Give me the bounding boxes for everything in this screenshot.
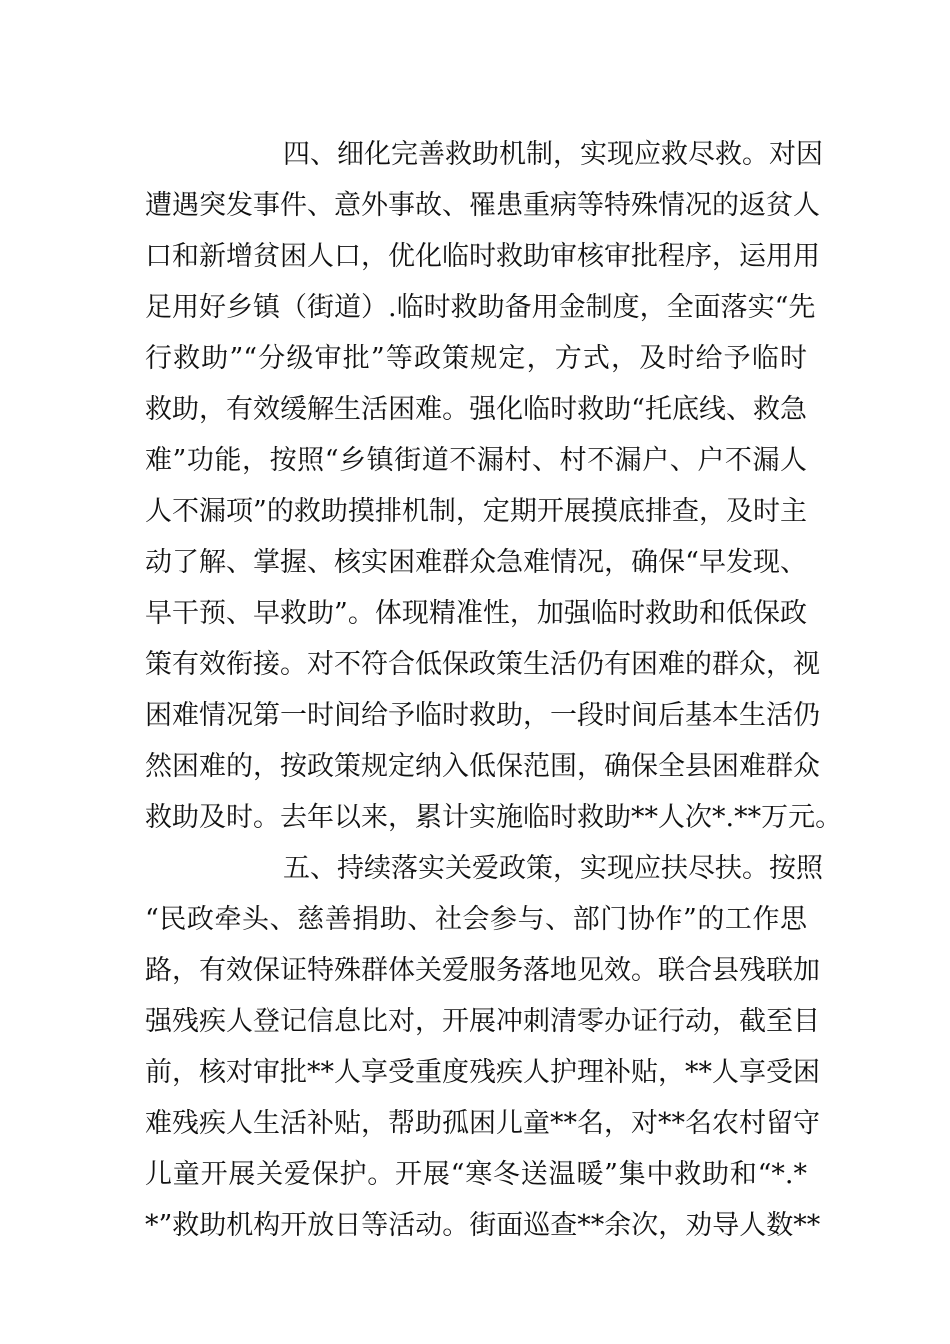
text-line: 策有效衔接。对不符合低保政策生活仍有困难的群众，视 <box>145 649 820 680</box>
paragraph-end-line: 救助及时。去年以来，累计实施临时救助**人次*.**万元。 <box>145 802 843 833</box>
section-four-heading-line: 四、细化完善救助机制，实现应救尽救。对因 <box>283 139 823 170</box>
text-line: 困难情况第一时间给予临时救助，一段时间后基本生活仍 <box>145 700 820 731</box>
text-line: 动了解、掌握、核实困难群众急难情况，确保“早发现、 <box>145 547 807 578</box>
text-line: “民政牵头、慈善捐助、社会参与、部门协作”的工作思 <box>145 904 807 935</box>
document-body <box>145 129 843 1251</box>
text-line: 口和新增贫困人口，优化临时救助审核审批程序，运用用 <box>145 241 820 272</box>
text-line: 儿童开展关爱保护。开展“寒冬送温暖”集中救助和“*.* <box>145 1159 807 1190</box>
text-line: 行救助”“分级审批”等政策规定，方式，及时给予临时 <box>145 343 807 374</box>
text-line: 强残疾人登记信息比对，开展冲刺清零办证行动，截至目 <box>145 1006 820 1037</box>
text-line: 然困难的，按政策规定纳入低保范围，确保全县困难群众 <box>145 751 820 782</box>
text-line: 前，核对审批**人享受重度残疾人护理补贴，**人享受困 <box>145 1057 820 1088</box>
text-line: 早干预、早救助”。体现精准性，加强临时救助和低保政 <box>145 598 807 629</box>
section-five-heading-line: 五、持续落实关爱政策，实现应扶尽扶。按照 <box>283 853 823 884</box>
text-line: 人不漏项”的救助摸排机制，定期开展摸底排查，及时主 <box>145 496 807 527</box>
text-line: 足用好乡镇（街道）.临时救助备用金制度，全面落实“先 <box>145 292 816 323</box>
text-line: *”救助机构开放日等活动。街面巡查**余次，劝导人数** <box>145 1210 821 1241</box>
text-line: 路，有效保证特殊群体关爱服务落地见效。联合县残联加 <box>145 955 820 986</box>
text-line: 遭遇突发事件、意外事故、罹患重病等特殊情况的返贫人 <box>145 190 820 221</box>
text-line: 难”功能，按照“乡镇街道不漏村、村不漏户、户不漏人 <box>145 445 807 476</box>
text-line: 难残疾人生活补贴，帮助孤困儿童**名，对**名农村留守 <box>145 1108 820 1139</box>
text-line: 救助，有效缓解生活困难。强化临时救助“托底线、救急 <box>145 394 807 425</box>
